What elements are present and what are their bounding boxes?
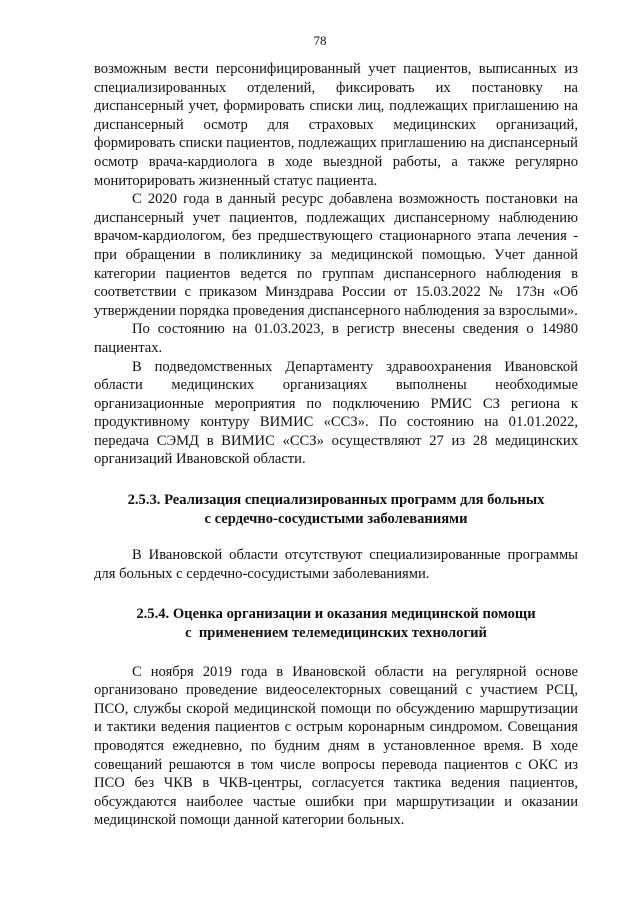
paragraph-2020-resource: С 2020 года в данный ресурс добавлена возможность постановки на диспансерный учет пациентов, подлежащих диспансерному наблюдению врачом-кардиологом, без предшествующего стационарного этапа лечения - при обращении в поликлинику за медицинской помощью. Учет данной категории пациентов ведется по группам диспансерного наблюдения в соответствии с приказом Минздрава России от 15.03.2022 № 173н «Об утверждении порядка проведения диспансерного наблюдения за взрослыми». — [94, 191, 578, 319]
paragraph-registry-count: По состоянию на 01.03.2023, в регистр внесены сведения о 14980 пациентах. — [94, 321, 578, 356]
page-content — [94, 60, 578, 830]
section-heading-2-5-3 — [94, 491, 578, 528]
paragraph-vimis-connection: В подведомственных Департаменту здравоохранения Ивановской области медицинских организациях выполнены необходимые организационные мероприятия по подключению РМИС СЗ региона к продуктивному контуру ВИМИС «ССЗ». По состоянию на 01.01.2022, передача СЭМД в ВИМИС «ССЗ» осуществляют 27 из 28 медицинских организаций Ивановской области. — [94, 358, 578, 468]
section-heading-2-5-4 — [94, 605, 578, 642]
section-heading-2-5-3-line1: 2.5.3. Реализация специализированных программ для больных — [127, 492, 545, 509]
page-number: 78 — [313, 33, 327, 48]
paragraph-special-programs: В Ивановской области отсутствуют специализированные программы для больных с сердечно-сосудистыми заболеваниями. — [94, 547, 578, 582]
section-heading-2-5-3-line2: с сердечно-сосудистыми заболеваниями — [204, 510, 468, 527]
paragraph-telemedicine: С ноября 2019 года в Ивановской области на регулярной основе организовано проведение видеоселекторных совещаний с участием РСЦ, ПСО, службы скорой медицинской помощи по обсуждению маршрутизации и тактики ведения пациентов с острым коронарным синдромом. Совещания проводятся ежедневно, по будним дням в установленное время. В ходе совещаний решаются в том числе вопросы перевода пациентов с ОКС из ПСО без ЧКВ в ЧКВ-центры, согласуется тактика ведения пациентов, обсуждаются наиболее частые ошибки при маршрутизации и оказании медицинской помощи данной категории больных. — [94, 663, 578, 829]
paragraph-continuation: возможным вести персонифицированный учет пациентов, выписанных из специализированных отделений, фиксировать их постановку на диспансерный учет, формировать списки лиц, подлежащих приглашению на диспансерный осмотр для страховых медицинских организаций, формировать списки пациентов, подлежащих приглашению на диспансерный осмотр врача-кардиолога в ходе выездной работы, а также регулярно мониторировать жизненный статус пациента. — [94, 61, 578, 189]
section-heading-2-5-4-line1: 2.5.4. Оценка организации и оказания медицинской помощи — [136, 606, 536, 623]
section-heading-2-5-4-line2: с применением телемедицинских технологий — [185, 625, 487, 642]
